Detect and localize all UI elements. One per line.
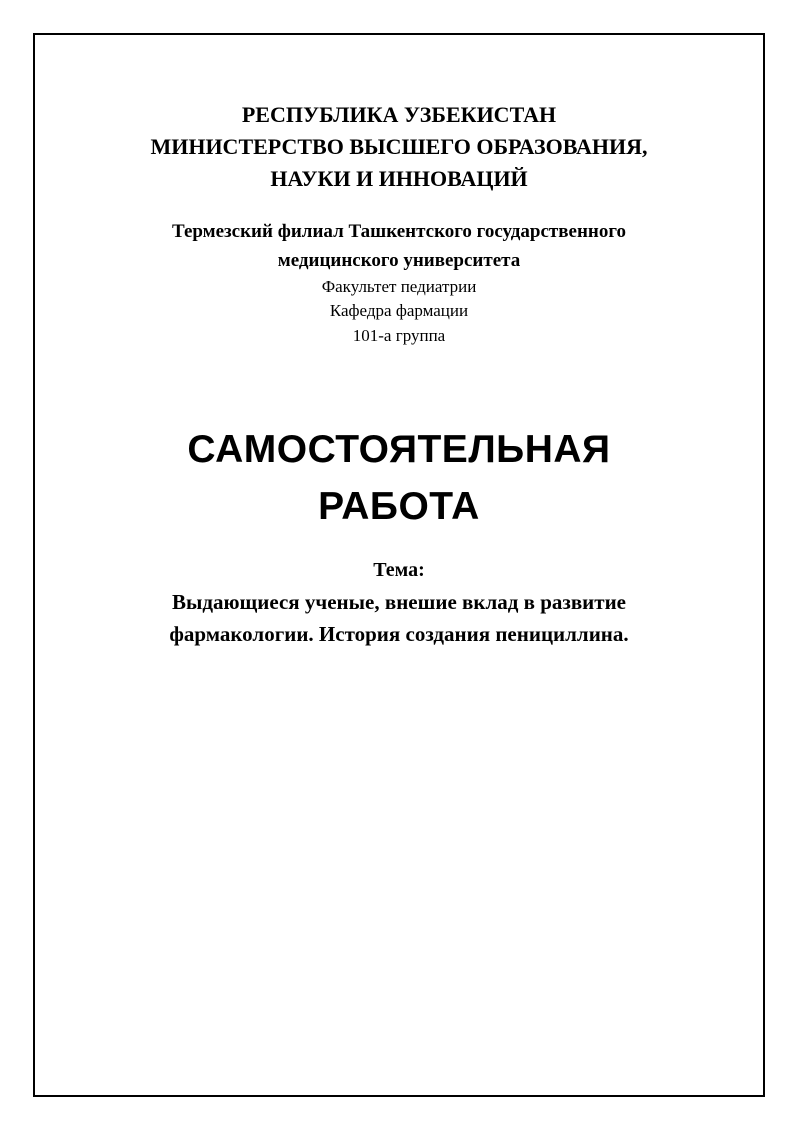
institution-name-line2: медицинского университета	[277, 250, 521, 271]
work-title-line2: РАБОТА	[318, 485, 480, 528]
faculty-label: Факультет педиатрии	[321, 277, 477, 296]
ministry-heading-line2: НАУКИ И ИННОВАЦИЙ	[270, 166, 528, 191]
country-heading: РЕСПУБЛИКА УЗБЕКИСТАН	[241, 102, 557, 127]
institution-name-line1: Термезский филиал Ташкентского государственного	[172, 221, 626, 242]
topic-line1: Выдающиеся ученые, внешие вклад в развитие	[171, 590, 627, 614]
work-title-line1: САМОСТОЯТЕЛЬНАЯ	[187, 428, 611, 471]
topic-label: Тема:	[373, 559, 425, 581]
topic-line2: фармакологии. История создания пенициллина.	[169, 622, 629, 646]
department-label: Кафедра фармации	[329, 301, 469, 320]
ministry-heading-line1: МИНИСТЕРСТВО ВЫСШЕГО ОБРАЗОВАНИЯ,	[150, 134, 648, 159]
group-label: 101-а группа	[352, 326, 446, 345]
